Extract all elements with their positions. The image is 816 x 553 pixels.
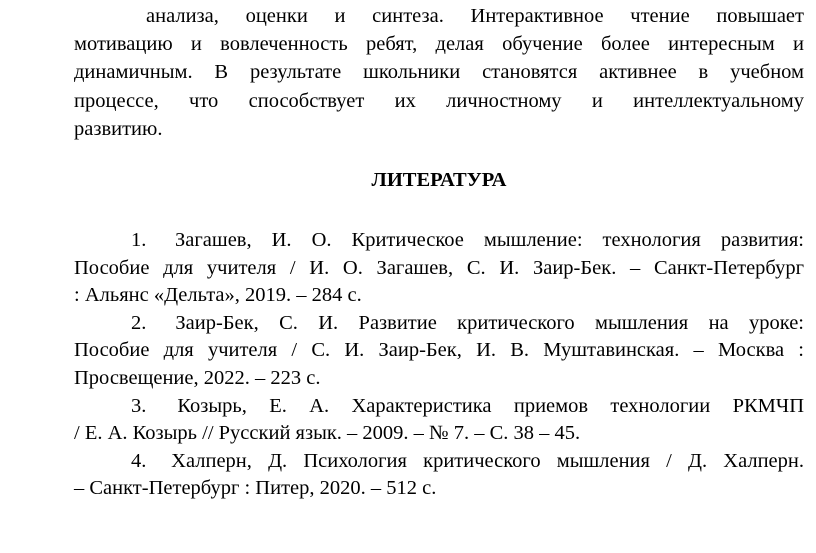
body-paragraph bbox=[74, 2, 804, 143]
reference-line: Пособие для учителя / И. О. Загашев, С. И. Заир-Бек. – Санкт-Петербург bbox=[74, 256, 804, 279]
reference-line: : Альянс «Дельта», 2019. – 284 с. bbox=[74, 284, 362, 307]
reference-line: Пособие для учителя / С. И. Заир-Бек, И. В. Муштавинская. – Москва : bbox=[74, 339, 804, 362]
reference-number: 1. bbox=[131, 229, 147, 251]
paragraph-line: динамичным. В результате школьники становятся активнее в учебном bbox=[74, 61, 804, 84]
document-page bbox=[74, 0, 804, 500]
reference-text: Козырь, Е. А. Характеристика приемов технологии РКМЧП bbox=[177, 394, 804, 417]
reference-line: – Санкт-Петербург : Питер, 2020. – 512 с. bbox=[74, 477, 437, 500]
reference-text: Халперн, Д. Психология критического мышления / Д. Халперн. bbox=[171, 449, 804, 472]
reference-line bbox=[74, 227, 804, 255]
reference-line: Просвещение, 2022. – 223 с. bbox=[74, 366, 321, 389]
reference-number: 4. bbox=[131, 449, 147, 472]
reference-item-2 bbox=[74, 310, 804, 393]
reference-line bbox=[74, 310, 804, 338]
paragraph-line: мотивацию и вовлеченность ребят, делая обучение более интересным и bbox=[74, 33, 804, 56]
reference-line bbox=[74, 448, 804, 476]
paragraph-line: процессе, что способствует их личностному и интеллектуальному bbox=[74, 89, 804, 112]
literature-heading: ЛИТЕРАТУРА bbox=[371, 169, 507, 191]
reference-line bbox=[74, 393, 804, 421]
reference-item-3 bbox=[74, 393, 804, 448]
reference-text: Заир-Бек, С. И. Развитие критического мышления на уроке: bbox=[175, 311, 804, 334]
paragraph-line: анализа, оценки и синтеза. Интерактивное чтение повышает bbox=[146, 5, 804, 27]
reference-line: / Е. А. Козырь // Русский язык. – 2009. – № 7. – С. 38 – 45. bbox=[74, 422, 581, 445]
reference-item-1 bbox=[74, 227, 804, 310]
reference-text: Загашев, И. О. Критическое мышление: технология развития: bbox=[175, 229, 804, 251]
reference-number: 3. bbox=[131, 394, 147, 417]
reference-item-4 bbox=[74, 448, 804, 503]
reference-number: 2. bbox=[131, 311, 147, 334]
reference-list bbox=[74, 227, 804, 503]
paragraph-line: развитию. bbox=[74, 117, 163, 140]
